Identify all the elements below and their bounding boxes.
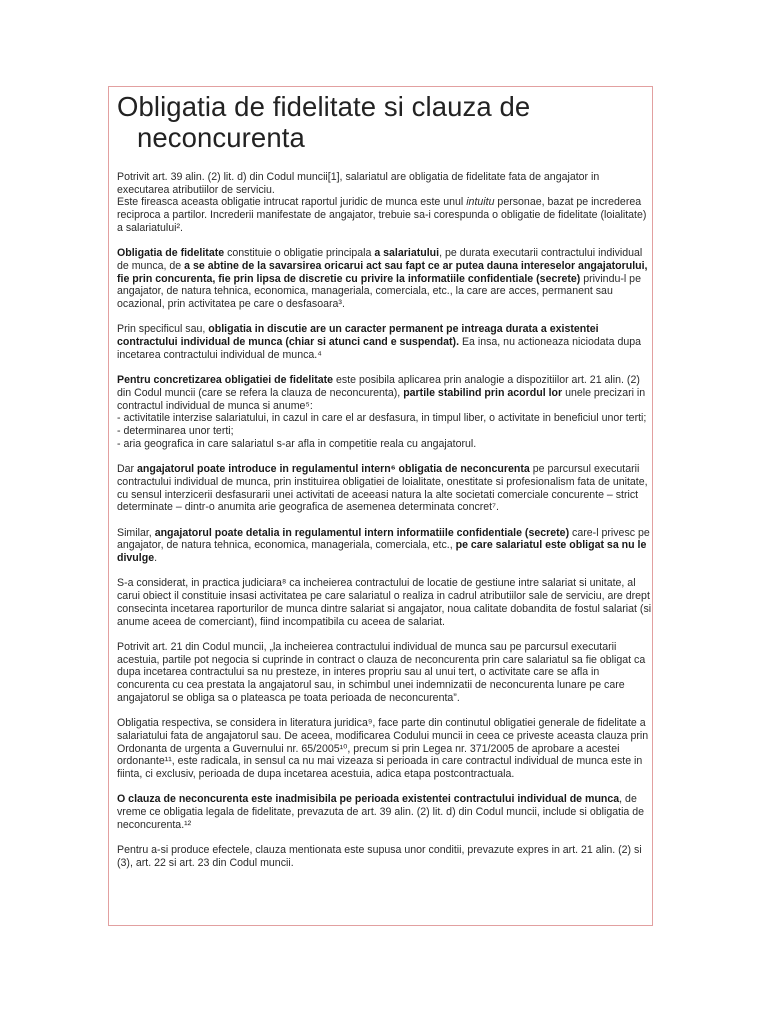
text-run: Este fireasca aceasta obligatie intrucat raportul juridic de munca este unul [117,196,467,209]
text-run: constituie o obligatie principala [224,247,375,260]
text-run: - determinarea unor terti; [117,425,234,438]
text-run: S-a considerat, in practica judiciara⁸ ca incheierea contractului de locatie de gestiune intre salariat si unitate, al carui obiect il constituie insasi activitatea pe care salariatul o realiza in cadrul atributiilor sale de serviciu, are drept consecinta incetarea raporturilor de munca dintre salariat si angajator, noua calitate dobandita de fostul salariat (si anume aceea de comerciant), fiind incompatibila cu aceea de salariat. [117,577,652,628]
text-run: , pe durata executarii contractului individual de munca, de [117,247,643,272]
bold-text: angajatorul poate detalia in regulamentul intern informatiile confidentiale (secrete) [154,526,570,539]
bold-text: a salariatului [374,247,440,260]
bold-text: Pentru concretizarea obligatiei de fidelitate [117,374,334,387]
text-run: , de vreme ce obligatia legala de fidelitate, prevazuta de art. 39 alin. (2) lit. d) din Codul muncii, include si obligatia de neconcurenta.¹² [117,793,645,831]
text-run: privindu-l pe angajator, de natura tehnica, economica, manageriala, comerciala, etc., la care are acces, permanent sau ocazional, prin activitatea pe care o desfasoara³. [117,272,641,311]
bold-text: a se abtine de la savarsirea oricarui act sau fapt ce ar putea dauna intereselor angajatorului, fie prin concurenta, fie prin lipsa de discretie cu privire la informatiile confidentiale (secrete) [117,259,648,285]
paragraph [117,171,653,235]
document-page [108,86,653,926]
text-run: Obligatia respectiva, se considera in literatura juridica⁹, face parte din continutul obligatiei generale de fidelitate a salariatului fata de angajatorul sau. De aceea, modificarea Codului muncii in ceea ce priveste aceasta clauza prin Ordonanta de urgenta a Guvernului nr. 65/2005¹⁰, precum si prin Legea nr. 371/2005 de aprobare a acestei ordonante¹¹, este radicala, in sensul ca nu mai vizeaza si perioada in care contractul individual de munca este in fiinta, ci exclusiv, perioada de dupa incetarea acestuia, adica etapa postcontractuala. [117,717,649,780]
paragraph [117,844,653,869]
document-title [117,91,652,153]
paragraph [117,717,653,781]
paragraph [117,323,653,361]
text-run: - activitatile interzise salariatului, in cazul in care el ar desfasura, in timpul liber, o activitate in beneficiul unor terti; [117,412,647,425]
paragraph [117,577,653,628]
bold-text: Obligatia de fidelitate [117,247,225,260]
text-run: unele precizari in contractul individual de munca si anume⁵: [117,386,646,412]
paragraph [117,463,653,514]
text-run: care-l privesc pe angajator, de natura tehnica, economica, manageriala, comerciala, etc., [117,526,650,552]
paragraph [117,247,653,311]
bold-text: O clauza de neconcurenta este inadmisibila pe perioada existentei contractului individual de munca [117,793,620,806]
text-run: Ea insa, nu actioneaza niciodata dupa incetarea contractului individual de munca.⁴ [117,336,642,361]
text-run: pe parcursul executarii contractului individual de munca, prin instituirea obligatiei de loialitate, onestitate si profesionalism fata de unitate, cu sensul interzicerii desfasurarii unei activitati de aceeasi natura la alte societati comerciale concurente – strict determinate – dintr-o anumita arie geografica de asemenea determinata concret⁷. [117,463,648,514]
text-run: Dar [117,463,138,476]
text-run: - aria geografica in care salariatul s-ar afla in competitie reala cu angajatorul. [117,437,477,450]
bold-text: pe care salariatul este obligat sa nu le divulge [117,539,647,565]
text-run: Pentru a-si produce efectele, clauza mentionata este supusa unor conditii, prevazute expres in art. 21 alin. (2) si (3), art. 22 si art. 23 din Codul muncii. [117,844,642,869]
text-run: Potrivit art. 21 din Codul muncii, „la incheierea contractului individual de munca sau pe parcursul executarii acestuia, partile pot negocia si cuprinde in contract o clauza de neconcurenta prin care salariatul sa fie obligat ca dupa incetarea contractului sa nu presteze, in interes propriu sau al unui tert, o activitate care se afla in concurenta cu cea prestata la angajatorul sau, in schimbul unei indemnizatii de neconcurenta lunare pe care angajatorul se obliga sa o plateasca pe toata perioada de neconcurenta”. [117,640,646,704]
title-line-2: neconcurenta [137,122,305,153]
text-run: este posibila aplicarea prin analogie a dispozitiilor art. 21 alin. (2) din Codul muncii (care se refera la clauza de neconcurenta), [117,374,640,399]
paragraph [117,641,653,705]
text-run: Potrivit art. 39 alin. (2) lit. d) din Codul muncii[1], salariatul are obligatia de fidelitate fata de angajator in executarea atributiilor de serviciu. [117,171,600,196]
title-line-1: Obligatia de fidelitate si clauza de [117,91,531,122]
text-run: Prin specificul sau, [117,323,209,336]
paragraph [117,374,653,450]
text-run: personae, bazat pe increderea reciproca a partilor. Increderii manifestate de angajator, trebuie sa-i corespunda o obligatie de fidelitate (loialitate) a salariatului². [117,196,647,234]
document-body [117,171,653,870]
bold-text: partile stabilind prin acordul lor [403,386,563,399]
paragraph [117,527,653,565]
bold-text: angajatorul poate introduce in regulamentul intern⁶ obligatia de neconcurenta [137,463,530,476]
paragraph [117,793,653,831]
text-run: . [154,552,158,565]
text-run: Similar, [117,526,155,539]
italic-text: intuitu [466,196,495,209]
bold-text: obligatia in discutie are un caracter permanent pe intreaga durata a existentei contractului individual de munca (chiar si atunci cand e suspendat). [117,323,599,349]
